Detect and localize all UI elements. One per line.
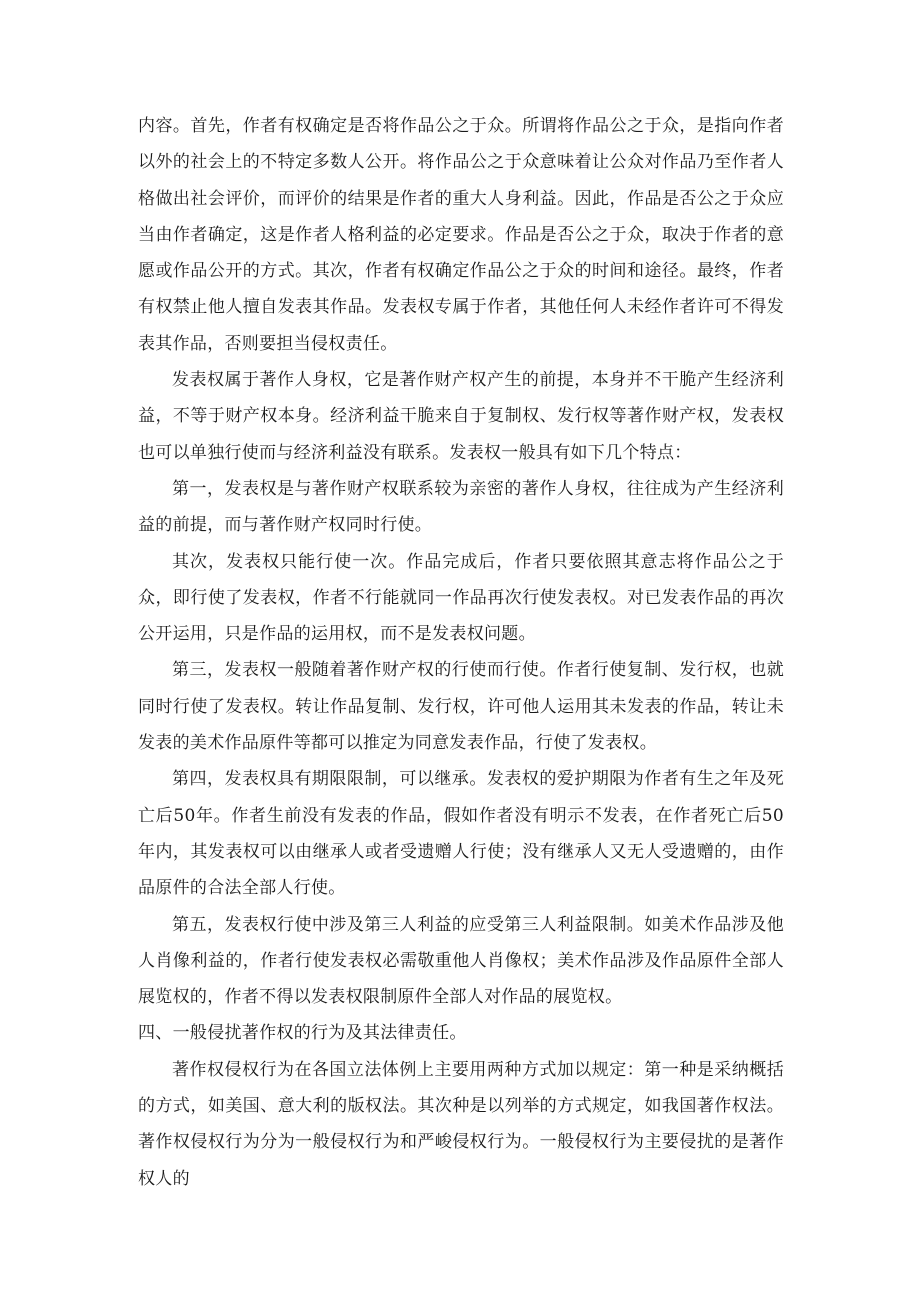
paragraph-feature-first: 第一，发表权是与著作财产权联系较为亲密的著作人身权，往往成为产生经济利益的前提，而与著作财产权同时行使。 [138, 478, 784, 536]
document-body [138, 108, 784, 1197]
paragraph-feature-third: 第三，发表权一般随着著作财产权的行使而行使。作者行使复制、发行权，也就同时行使了发表权。转让作品复制、发行权，许可他人运用其未发表的作品，转让未发表的美术作品原件等都可以推定为同意发表作品，行使了发表权。 [138, 660, 784, 754]
section-heading-infringement: 四、一般侵扰著作权的行为及其法律责任。 [138, 1023, 467, 1044]
paragraph-infringement-intro: 著作权侵权行为在各国立法体例上主要用两种方式加以规定：第一种是采纳概括的方式，如美国、意大利的版权法。其次种是以列举的方式规定，如我国著作权法。著作权侵权行为分为一般侵权行为和严峻侵权行为。一般侵权行为主要侵扰的是著作权人的 [138, 1059, 784, 1189]
paragraph-feature-fifth: 第五，发表权行使中涉及第三人利益的应受第三人利益限制。如美术作品涉及他人肖像利益的，作者行使发表权必需敬重他人肖像权；美术作品涉及作品原件全部人展览权的，作者不得以发表权限制原件全部人对作品的展览权。 [138, 914, 784, 1008]
paragraph-publication-right-continued: 内容。首先，作者有权确定是否将作品公之于众。所谓将作品公之于众，是指向作者以外的社会上的不特定多数人公开。将作品公之于众意味着让公众对作品乃至作者人格做出社会评价，而评价的结果是作者的重大人身利益。因此，作品是否公之于众应当由作者确定，这是作者人格利益的必定要求。作品是否公之于众，取决于作者的意愿或作品公开的方式。其次，作者有权确定作品公之于众的时间和途径。最终，作者有权禁止他人擅自发表其作品。发表权专属于作者，其他任何人未经作者许可不得发表其作品，否则要担当侵权责任。 [138, 116, 784, 354]
paragraph-feature-fourth: 第四，发表权具有期限限制，可以继承。发表权的爱护期限为作者有生之年及死亡后50年。作者生前没有发表的作品，假如作者没有明示不发表，在作者死亡后50年内，其发表权可以由继承人或者受遗赠人行使；没有继承人又无人受遗赠的，由作品原件的合法全部人行使。 [138, 769, 784, 899]
paragraph-publication-right-nature: 发表权属于著作人身权，它是著作财产权产生的前提，本身并不干脆产生经济利益，不等于财产权本身。经济利益干脆来自于复制权、发行权等著作财产权，发表权也可以单独行使而与经济利益没有联系。发表权一般具有如下几个特点： [138, 370, 784, 463]
paragraph-feature-second: 其次，发表权只能行使一次。作品完成后，作者只要依照其意志将作品公之于众，即行使了发表权，作者不行能就同一作品再次行使发表权。对已发表作品的再次公开运用，只是作品的运用权，而不是发表权问题。 [138, 551, 784, 645]
